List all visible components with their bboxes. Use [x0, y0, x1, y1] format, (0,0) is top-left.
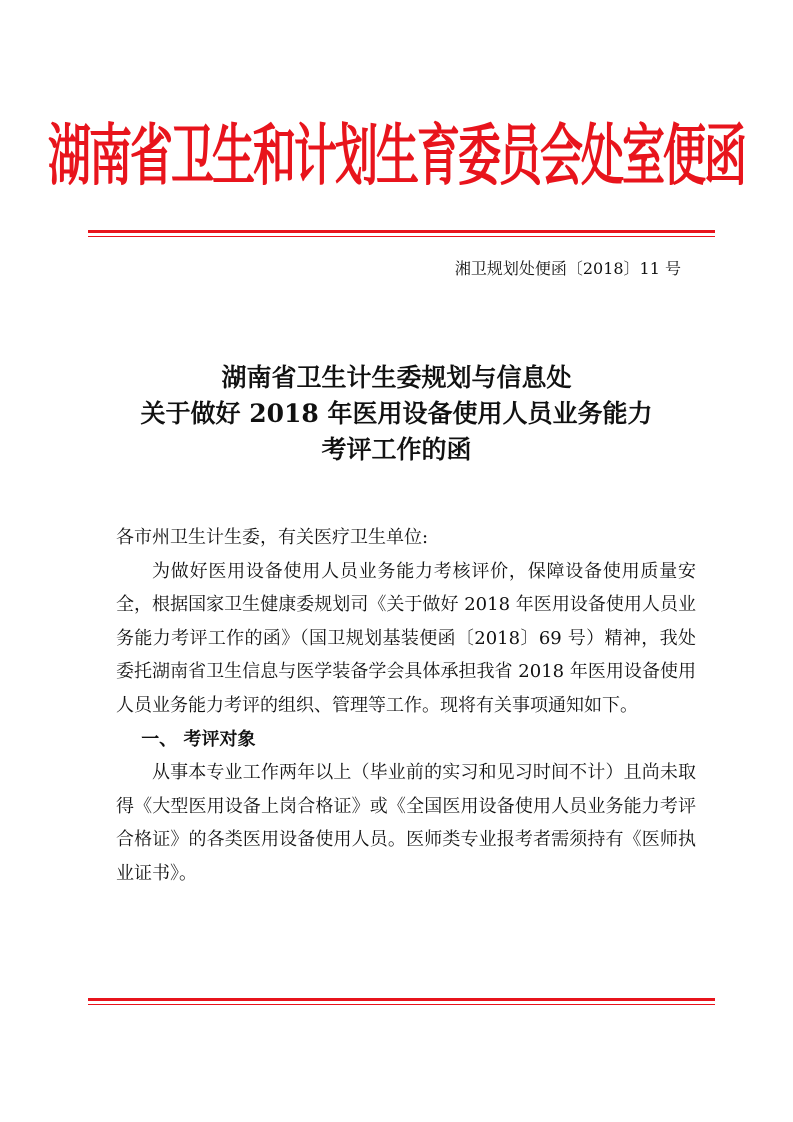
footer-thick-line	[88, 998, 715, 1001]
divider-thin-line	[88, 236, 715, 237]
document-body	[116, 521, 696, 891]
title-line-1: 湖南省卫生计生委规划与信息处	[221, 363, 572, 392]
letterhead-divider	[88, 230, 715, 237]
footer-thin-line	[88, 1004, 715, 1005]
title-line-3: 考评工作的函	[321, 435, 472, 464]
divider-thick-line	[88, 230, 715, 233]
footer-divider	[88, 998, 715, 1005]
letterhead-title: 湖南省卫生和计划生育委员会处室便函	[48, 118, 745, 196]
document-number: 湘卫规划处便函〔2018〕11 号	[454, 259, 681, 278]
title-line-2: 关于做好 2018 年医用设备使用人员业务能力	[140, 399, 653, 428]
document-title	[100, 360, 693, 468]
body-paragraph-1: 为做好医用设备使用人员业务能力考核评价，保障设备使用质量安全，根据国家卫生健康委规划司《关于做好 2018 年医用设备使用人员业务能力考评工作的函》（国卫规划基装便函〔2018〕69 号）精神，我处委托湖南省卫生信息与医学装备学会具体承担我省 2018 年医用设备使用人员业务能力考评的组织、管理等工作。现将有关事项通知如下。	[116, 560, 696, 716]
body-paragraph-2: 从事本专业工作两年以上（毕业前的实习和见习时间不计）且尚未取得《大型医用设备上岗合格证》或《全国医用设备使用人员业务能力考评合格证》的各类医用设备使用人员。医师类专业报考者需须持有《医师执业证书》。	[116, 762, 696, 884]
salutation: 各市州卫生计生委，有关医疗卫生单位:	[116, 527, 429, 548]
section-heading-1: 一、 考评对象	[141, 728, 256, 750]
